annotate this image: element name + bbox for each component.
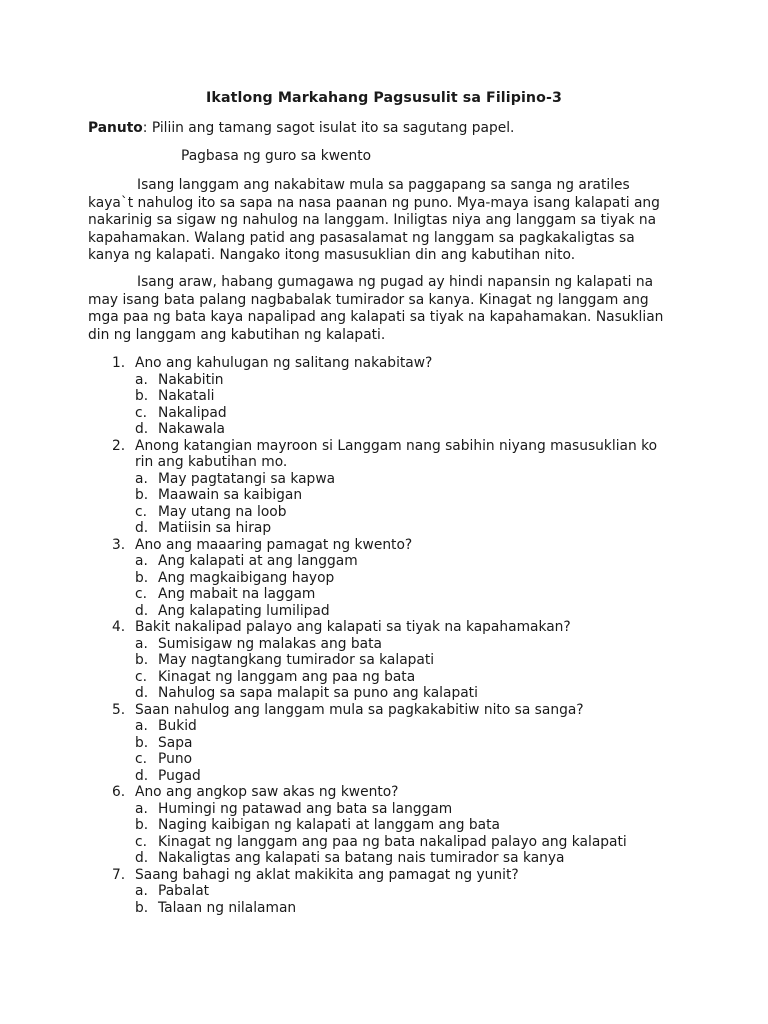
option-letter: c. — [135, 586, 147, 602]
option-letter: a. — [135, 553, 148, 569]
question-number: 5. — [112, 701, 126, 718]
question-3 — [112, 537, 702, 554]
question-number: 2. — [112, 437, 126, 454]
option-letter: a. — [135, 718, 148, 734]
story-line: din ng langgam ang kabutihan ng kalapati. — [88, 326, 386, 343]
story-line: Isang araw, habang gumagawa ng pugad ay hindi napansin ng kalapati na — [137, 274, 654, 290]
option-text: Sumisigaw ng malakas ang bata — [158, 635, 382, 652]
answer-option — [112, 817, 702, 834]
option-letter: b. — [135, 487, 149, 503]
option-text: Pugad — [158, 767, 201, 784]
question-text: Ano ang maaaring pamagat ng kwento? — [135, 536, 413, 553]
story-line: kapahamakan. Walang patid ang pasasalamat ng langgam sa pagkakaligtas sa — [88, 229, 635, 246]
answer-option — [112, 768, 702, 785]
story-line: may isang bata palang nagbabalak tumirador sa kanya. Kinagat ng langgam ang — [88, 291, 649, 308]
story-line: nakarinig sa sigaw ng nahulog na langgam. Iniligtas niya ang langgam sa tiyak na — [88, 212, 657, 229]
answer-option — [112, 520, 702, 537]
question-1 — [112, 355, 702, 372]
option-text: Talaan ng nilalaman — [158, 899, 297, 916]
subtitle: Pagbasa ng guro sa kwento — [181, 148, 372, 164]
question-5 — [112, 702, 702, 719]
question-text: rin ang kabutihan mo. — [135, 454, 288, 470]
option-letter: b. — [135, 569, 149, 586]
option-letter: b. — [135, 899, 149, 916]
answer-option — [112, 471, 702, 488]
option-letter: c. — [135, 404, 147, 421]
option-letter: a. — [135, 470, 148, 487]
option-text: Nakalipad — [158, 404, 227, 421]
answer-option — [112, 850, 702, 867]
option-text: Maawain sa kaibigan — [158, 487, 303, 503]
question-2 — [112, 438, 702, 455]
answer-option — [112, 636, 702, 653]
option-letter: c. — [135, 503, 147, 520]
option-text: Nakawala — [158, 421, 226, 437]
question-text: Anong katangian mayroon si Langgam nang sabihin niyang masusuklian ko — [135, 437, 658, 454]
instruction-line — [88, 120, 514, 136]
answer-option — [112, 801, 702, 818]
answer-option — [112, 751, 702, 768]
answer-option — [112, 735, 702, 752]
answer-option — [112, 603, 702, 620]
instruction-text: : Piliin ang tamang sagot isulat ito sa sagutang papel. — [142, 120, 515, 136]
story-line: Isang langgam ang nakabitaw mula sa paggapang sa sanga ng aratiles — [137, 177, 630, 193]
option-letter: b. — [135, 734, 149, 751]
answer-option — [112, 586, 702, 603]
answer-option — [112, 883, 702, 900]
option-letter: d. — [135, 602, 149, 619]
option-letter: b. — [135, 388, 149, 404]
option-text: Ang kalapati at ang langgam — [158, 553, 358, 569]
answer-option — [112, 669, 702, 686]
option-letter: d. — [135, 520, 149, 536]
answer-option — [112, 487, 702, 504]
option-letter: d. — [135, 767, 149, 784]
option-text: Kinagat ng langgam ang paa ng bata nakalipad palayo ang kalapati — [158, 833, 627, 850]
story-line: mga paa ng bata kaya napalipad ang kalapati sa tiyak na kapahamakan. Nasuklian — [88, 309, 664, 326]
option-letter: c. — [135, 751, 147, 767]
question-number: 1. — [112, 355, 126, 371]
answer-option — [112, 652, 702, 669]
option-letter: d. — [135, 421, 149, 437]
option-text: Pabalat — [158, 883, 210, 899]
option-text: Kinagat ng langgam ang paa ng bata — [158, 668, 416, 685]
option-text: Ang magkaibigang hayop — [158, 569, 335, 586]
option-letter: c. — [135, 668, 147, 685]
option-letter: d. — [135, 685, 149, 701]
option-text: Nakaligtas ang kalapati sa batang nais tumirador sa kanya — [158, 850, 565, 866]
option-letter: d. — [135, 850, 149, 866]
answer-option — [112, 553, 702, 570]
option-text: Naging kaibigan ng kalapati at langgam ang bata — [158, 817, 500, 833]
question-text: Bakit nakalipad palayo ang kalapati sa tiyak na kapahamakan? — [135, 619, 571, 635]
answer-option — [112, 504, 702, 521]
option-letter: b. — [135, 817, 149, 833]
option-letter: a. — [135, 371, 148, 388]
question-6 — [112, 784, 702, 801]
answer-option — [112, 421, 702, 438]
option-text: Matiisin sa hirap — [158, 520, 272, 536]
option-letter: b. — [135, 652, 149, 668]
question-list — [112, 355, 702, 916]
story-line: kanya ng kalapati. Nangako itong masusuklian din ang kabutihan nito. — [88, 247, 576, 264]
answer-option — [112, 372, 702, 389]
option-text: Ang mabait na laggam — [158, 586, 316, 602]
answer-option — [112, 685, 702, 702]
answer-option — [112, 405, 702, 422]
option-text: Sapa — [158, 734, 193, 751]
question-text: Saan nahulog ang langgam mula sa pagkakabitiw nito sa sanga? — [135, 701, 584, 718]
option-text: Nakabitin — [158, 371, 224, 388]
story-paragraph-2 — [88, 274, 688, 344]
question-text: Saang bahagi ng aklat makikita ang pamagat ng yunit? — [135, 866, 519, 883]
question-2-continued — [112, 454, 702, 471]
answer-option — [112, 718, 702, 735]
question-number: 6. — [112, 784, 126, 800]
question-text: Ano ang kahulugan ng salitang nakabitaw? — [135, 355, 433, 371]
answer-option — [112, 388, 702, 405]
option-text: Bukid — [158, 718, 197, 734]
answer-option — [112, 900, 702, 917]
story-paragraph-1 — [88, 177, 688, 265]
option-text: Humingi ng patawad ang bata sa langgam — [158, 800, 453, 817]
option-text: May utang na loob — [158, 503, 287, 520]
page-title: Ikatlong Markahang Pagsusulit sa Filipino-3 — [206, 90, 562, 106]
option-letter: a. — [135, 883, 148, 899]
option-letter: a. — [135, 635, 148, 652]
question-4 — [112, 619, 702, 636]
answer-option — [112, 834, 702, 851]
question-number: 7. — [112, 866, 126, 883]
question-text: Ano ang angkop saw akas ng kwento? — [135, 784, 399, 800]
story-line: kaya`t nahulog ito sa sapa na nasa paanan ng puno. Mya-maya isang kalapati ang — [88, 194, 660, 211]
option-text: May nagtangkang tumirador sa kalapati — [158, 652, 435, 668]
option-letter: a. — [135, 800, 148, 817]
option-letter: c. — [135, 833, 147, 850]
option-text: Nahulog sa sapa malapit sa puno ang kalapati — [158, 685, 478, 701]
option-text: Ang kalapating lumilipad — [158, 602, 330, 619]
option-text: Nakatali — [158, 388, 215, 404]
answer-option — [112, 570, 702, 587]
option-text: May pagtatangi sa kapwa — [158, 470, 336, 487]
option-text: Puno — [158, 751, 193, 767]
question-number: 4. — [112, 619, 126, 635]
instruction-label: Panuto — [88, 120, 143, 136]
question-7 — [112, 867, 702, 884]
question-number: 3. — [112, 536, 126, 553]
